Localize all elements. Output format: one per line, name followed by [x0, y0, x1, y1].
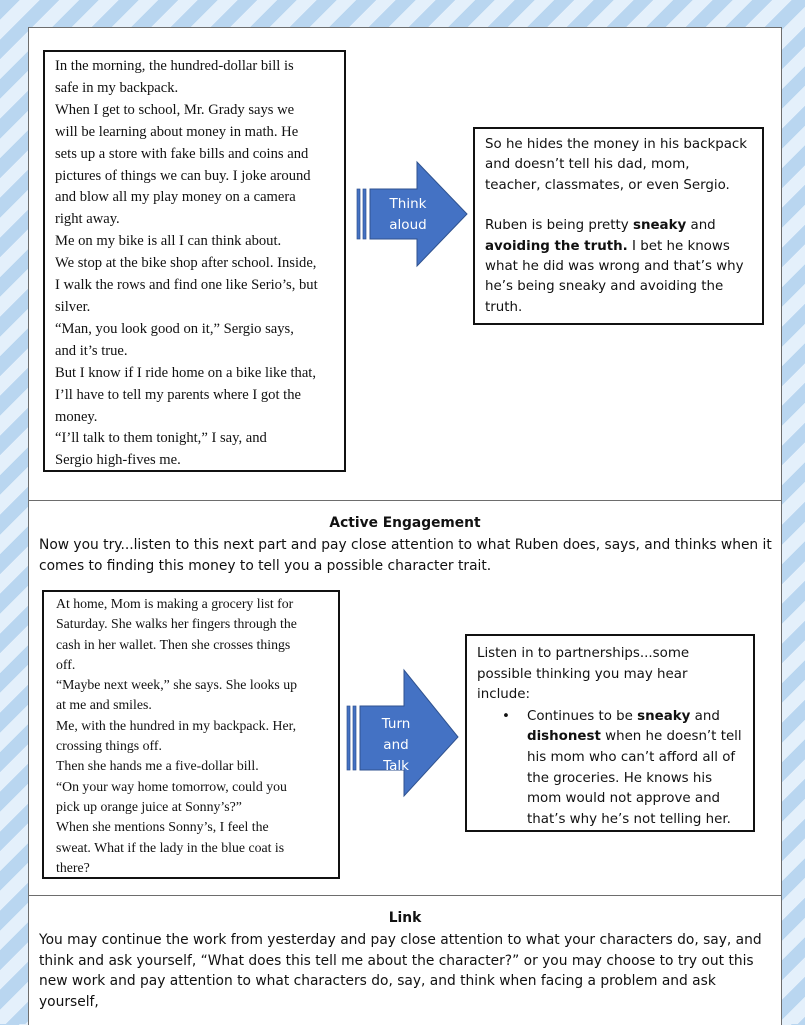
link-heading: Link: [388, 910, 422, 926]
story2-line: pick up orange juice at Sonny’s?”: [56, 798, 242, 814]
section-divider: [29, 895, 781, 896]
note2-line: include:: [477, 687, 531, 703]
story2-line: At home, Mom is making a grocery list for: [56, 596, 294, 611]
link-instructions: You may continue the work from yesterday and pay close attention to what your characters do, say, and think and ask yourself, “What does this tell me about the character?” or you may choose to try out this new work and pay attention to what characters do, say, and think when facing a problem and ask yourself,: [39, 932, 762, 1010]
story1-line: When I get to school, Mr. Grady says we: [55, 101, 295, 118]
possible-thinking-bullet: • Continues to be sneaky and dishonest when he doesn’t tell his mom who can’t afford all of the groceries. He knows his mom would not approve and that’s why he’s not telling her.: [502, 708, 742, 827]
note1-line: avoiding the truth. I bet he knows: [485, 238, 730, 254]
story2-line: “Maybe next week,” she says. She looks up: [56, 677, 298, 693]
story1-line: We stop at the bike shop after school. Inside,: [55, 255, 317, 272]
trait-sneaky: sneaky: [637, 708, 691, 724]
story2-line: Me, with the hundred in my backpack. Her,: [56, 717, 297, 733]
story1-line: safe in my backpack.: [55, 79, 179, 96]
story1-line: But I know if I ride home on a bike like that,: [55, 364, 317, 381]
story1-line: money.: [55, 408, 98, 425]
story-excerpt-1: [43, 50, 346, 472]
note1-line: teacher, classmates, or even Sergio.: [485, 177, 730, 193]
think-aloud-label: [377, 194, 439, 236]
story2-line: When she mentions Sonny’s, I feel the: [56, 819, 269, 835]
arrow1-line1: Think: [389, 196, 427, 212]
story1-line: right away.: [55, 211, 120, 228]
turn-and-talk-note: [465, 634, 755, 832]
story2-line: Saturday. She walks her fingers through the: [56, 616, 297, 632]
note1-line: and doesn’t tell his dad, mom,: [485, 157, 690, 173]
trait-dishonest: dishonest: [527, 729, 601, 745]
story2-line: sweat. What if the lady in the blue coat is: [56, 839, 285, 855]
story1-line: pictures of things we can buy. I joke around: [55, 167, 311, 184]
think-aloud-note: [473, 127, 764, 325]
active-engagement-instructions: Now you try...listen to this next part and pay close attention to what Ruben does, says, and thinks when it comes to finding this money to tell you a possible character trait.: [39, 537, 772, 574]
story1-line: I’ll have to tell my parents where I got the: [55, 386, 301, 403]
active-engagement-heading: Active Engagement: [329, 515, 481, 531]
story2-line: cash in her wallet. Then she crosses things: [56, 636, 291, 652]
story2-line: Then she hands me a five-dollar bill.: [56, 758, 259, 774]
story2-line: crossing things off.: [56, 738, 162, 754]
story2-line: there?: [56, 859, 90, 875]
arrow2-line2: and: [383, 737, 409, 753]
arrow2-line1: Turn: [381, 716, 411, 732]
section-divider: [29, 500, 781, 501]
story1-line: Sergio high-fives me.: [55, 452, 181, 469]
note2-line: possible thinking you may hear: [477, 666, 688, 682]
arrow1-line2: aloud: [389, 217, 427, 233]
story2-line: off.: [56, 656, 76, 672]
story2-line: “On your way home tomorrow, could you: [56, 778, 287, 794]
turn-and-talk-label: [365, 714, 427, 777]
story1-line: and it’s true.: [55, 342, 128, 359]
note1-line: what he did was wrong and that’s why: [485, 259, 744, 275]
note1-line: So he hides the money in his backpack: [485, 137, 748, 152]
note1-line: he’s being sneaky and avoiding the: [485, 279, 724, 295]
bullet-icon: •: [502, 708, 510, 724]
story1-line: “I’ll talk to them tonight,” I say, and: [55, 430, 267, 447]
story1-line: and blow all my play money on a camera: [55, 189, 296, 206]
note2-line: Listen in to partnerships...some: [477, 646, 690, 661]
note1-line: truth.: [485, 299, 523, 315]
note1-line: Ruben is being pretty sneaky and: [485, 218, 716, 234]
story1-line: Me on my bike is all I can think about.: [55, 233, 282, 250]
lesson-page: [28, 27, 782, 1025]
story1-line: sets up a store with fake bills and coins and: [55, 145, 309, 162]
trait-avoiding-truth: avoiding the truth.: [485, 238, 628, 254]
story1-line: I walk the rows and find one like Serio’s, but: [55, 277, 318, 294]
story1-line: “Man, you look good on it,” Sergio says,: [55, 320, 294, 337]
story2-line: at me and smiles.: [56, 697, 152, 713]
story1-line: silver.: [55, 298, 91, 315]
story1-line: In the morning, the hundred-dollar bill is: [55, 58, 294, 74]
story-excerpt-2: [42, 590, 340, 879]
arrow2-line3: Talk: [383, 758, 409, 774]
trait-sneaky: sneaky: [632, 218, 687, 234]
story1-line: will be learning about money in math. He: [55, 123, 299, 140]
